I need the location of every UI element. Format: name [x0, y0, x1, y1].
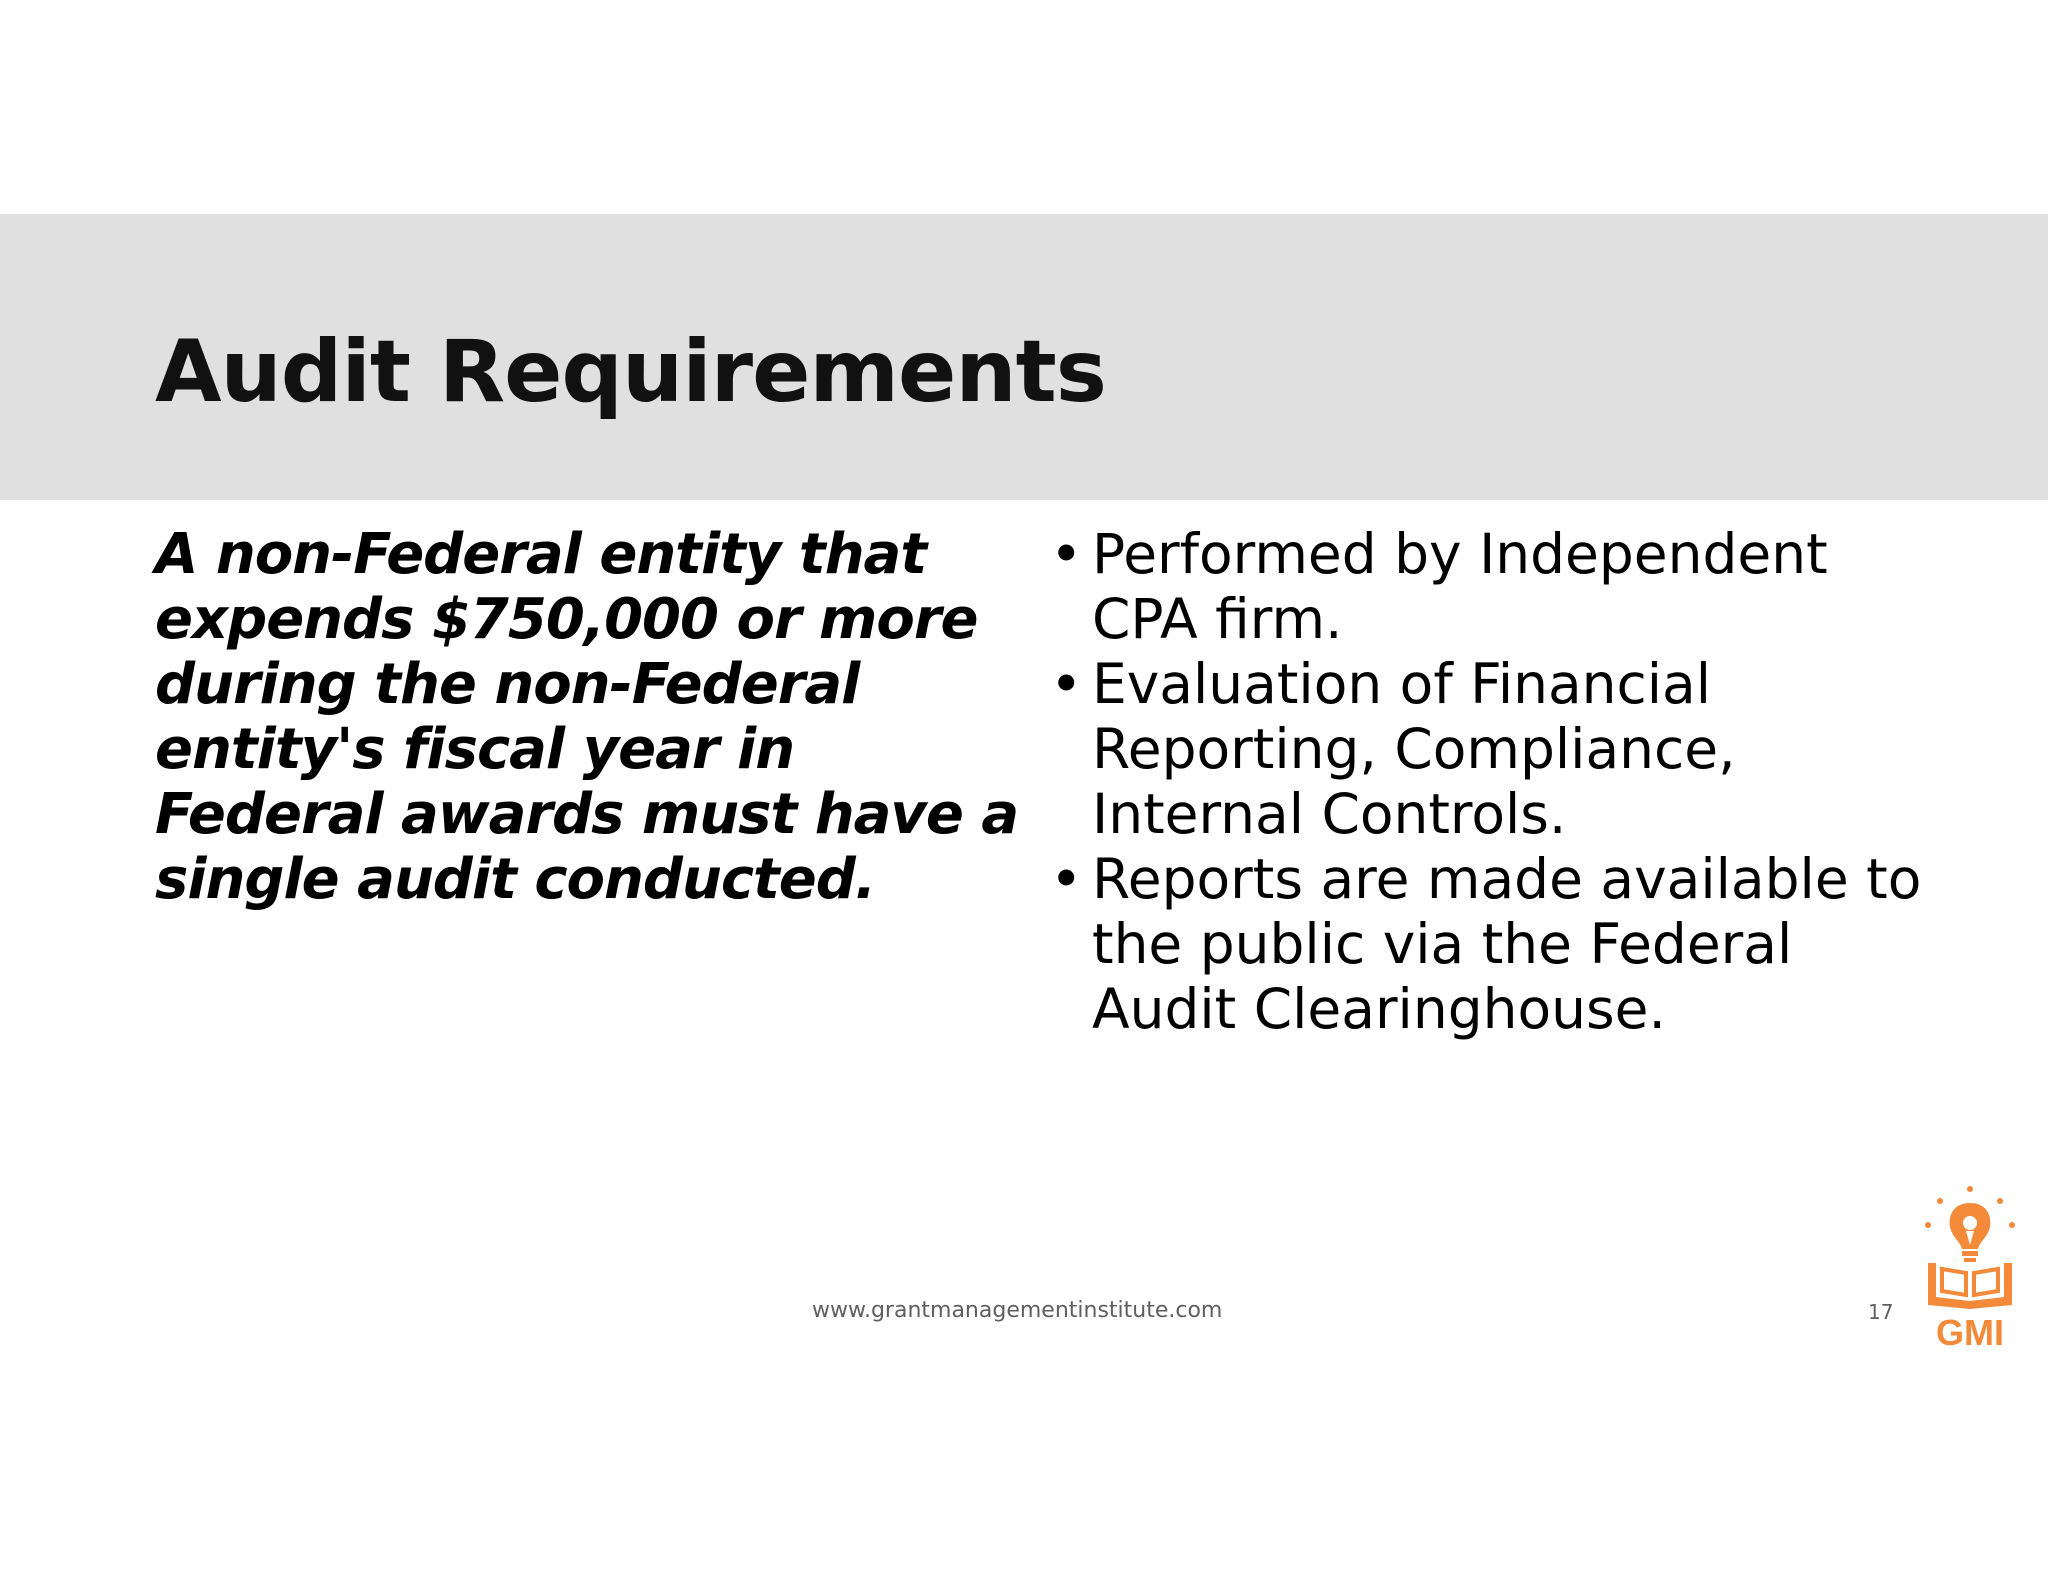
footer-url: www.grantmanagementinstitute.com [812, 1298, 1223, 1323]
bullet-glyph: • [1050, 652, 1083, 716]
page-number: 17 [1868, 1300, 1894, 1324]
bullet-text: Reports are made available to the public via the Federal Audit Clearinghouse. [1092, 847, 1922, 1041]
slide-title: Audit Requirements [155, 322, 1106, 422]
bullet-item [1050, 847, 1950, 1042]
bullet-item [1050, 522, 1950, 652]
bullet-text: Performed by Independent CPA firm. [1092, 522, 1828, 651]
bullet-glyph: • [1050, 522, 1083, 586]
bullet-glyph: • [1050, 847, 1083, 911]
audit-bullet-list [1050, 522, 1950, 1042]
bullet-text: Evaluation of Financial Reporting, Compliance, Internal Controls. [1092, 652, 1736, 846]
logo-text: GMI [1936, 1312, 2004, 1353]
single-audit-statement: A non-Federal entity that expends $750,000 or more during the non-Federal entity's fiscal year in Federal awards must have a single audit conducted. [155, 522, 1019, 912]
lightbulb-book-icon [1920, 1185, 2020, 1355]
bullet-item [1050, 652, 1950, 847]
